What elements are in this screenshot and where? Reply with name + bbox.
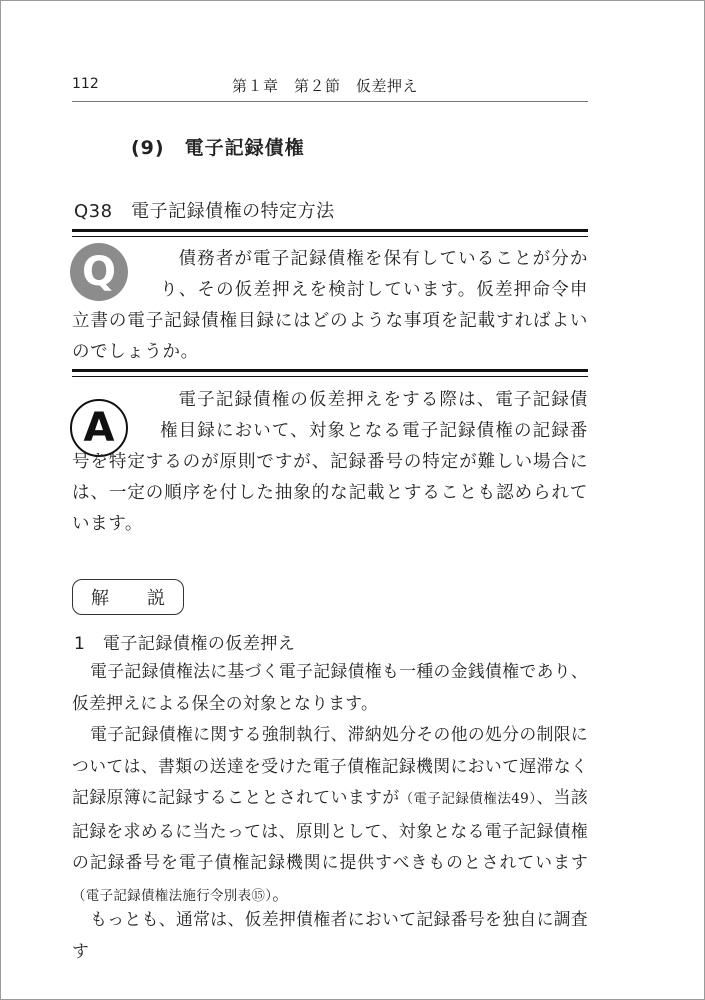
commentary-label: 解 説 — [72, 579, 184, 615]
answer-top-rule — [72, 369, 588, 377]
question-badge-icon: Q — [70, 243, 128, 301]
page-number: 112 — [72, 76, 99, 92]
question-title: Q38 電子記録債権の特定方法 — [74, 201, 335, 222]
answer-badge-icon: A — [70, 399, 128, 457]
paragraph-2-text-b: 、当該記録を求めるに当たっては、原則として、対象となる電子記録債権の記録番号を電子債権記録機関に提供すべきものとされています — [72, 787, 589, 872]
answer-text-block — [72, 385, 588, 540]
paragraph-2-text-c: 。 — [272, 883, 290, 904]
commentary-paragraph-2 — [72, 719, 588, 912]
statute-reference-1: （電子記録債権法49） — [399, 791, 537, 807]
section-title: (9) 電子記録債権 — [131, 137, 305, 159]
question-text: 債務者が電子記録債権を保有していることが分かり、その仮差押えを検討しています。仮差押命令申立書の電子記録債権目録にはどのような事項を記載すればよいのでしょうか。 — [72, 249, 588, 362]
commentary-paragraph-1-text: 電子記録債権法に基づく電子記録債権も一種の金銭債権であり、仮差押えによる保全の対象となります。 — [72, 661, 588, 713]
commentary-paragraph-3 — [72, 904, 588, 967]
paragraph-2-text-a: 電子記録債権に関する強制執行、滞納処分その他の処分の制限については、書類の送達を受けた電子債権記録機関において遅滞なく記録原簿に記録することとされていますが — [72, 724, 588, 807]
header-rule — [72, 101, 588, 102]
question-text-block — [72, 244, 588, 368]
answer-text: 電子記録債権の仮差押えをする際は、電子記録債権目録において、対象となる電子記録債権の記録番号を特定するのが原則ですが、記録番号の特定が難しい場合には、一定の順序を付した抽象的な記載とすることも認められています。 — [72, 390, 588, 534]
statute-reference-2: （電子記録債権法施行令別表⑮） — [72, 887, 273, 904]
commentary-subheading: 1 電子記録債権の仮差押え — [74, 634, 296, 654]
commentary-paragraph-3-text: もっとも、通常は、仮差押債権者において記録番号を独自に調査す — [72, 909, 588, 961]
commentary-paragraph-1 — [72, 656, 588, 719]
answer-badge-spacer — [72, 385, 160, 443]
question-top-rule — [72, 229, 588, 237]
question-badge-spacer — [72, 244, 160, 302]
running-title: 第１章 第２節 仮差押え — [232, 77, 419, 95]
